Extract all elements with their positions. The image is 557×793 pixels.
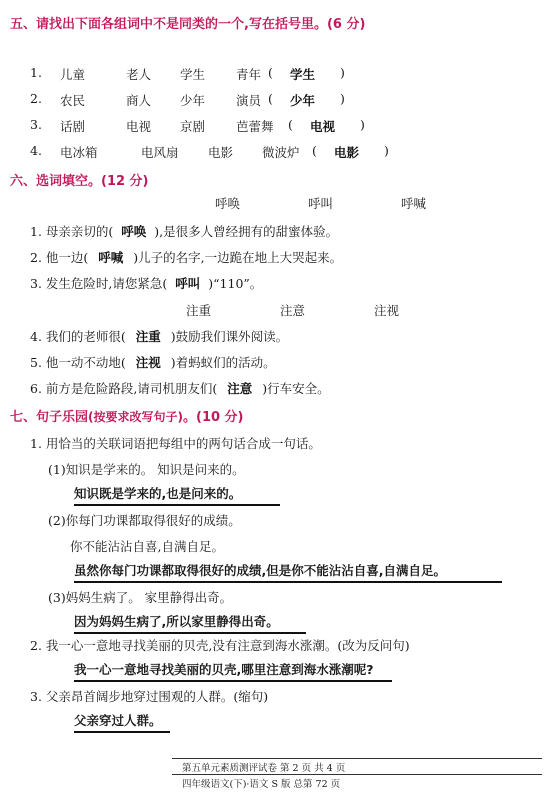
word-option: 注视 (374, 303, 400, 318)
word-item: 京剧 (180, 119, 206, 134)
question-text: 我们的老师很( (45, 329, 126, 344)
answer: 电视 (310, 119, 336, 134)
answer-line: 父亲穿过人群。 (74, 711, 170, 733)
section-7-title-end: 。(10 分) (183, 410, 244, 425)
fill-question-6 (30, 379, 330, 397)
section-7-title-main: 七、句子乐园 (10, 410, 89, 425)
footer-divider (172, 774, 542, 775)
footer-divider (172, 758, 542, 759)
answer: 呼喊 (98, 250, 124, 265)
fill-question-3 (30, 274, 262, 292)
section-7-title-sub: (按要求改写句子) (88, 410, 183, 424)
fill-question-4 (30, 327, 288, 345)
word-item: 电冰箱 (60, 145, 98, 160)
answer: 呼叫 (175, 276, 201, 291)
question-text: ),是很多人曾经拥有的甜蜜体验。 (154, 224, 339, 239)
rewrite-question-3: 3. 父亲昂首阔步地穿过围观的人群。(缩句) (30, 689, 269, 704)
question-text: )鼓励我们课外阅读。 (170, 329, 289, 344)
section-5-title: 五、请找出下面各组词中不是同类的一个,写在括号里。(6 分) (10, 17, 366, 32)
word-item: 学生 (180, 67, 206, 82)
answer: 注意 (227, 381, 253, 396)
word-item: 电风扇 (141, 145, 179, 160)
question-text: 他一边( (45, 250, 89, 265)
answer: 注重 (135, 329, 161, 344)
answer-bracket: ) (340, 65, 345, 80)
answer-bracket: ( (268, 91, 273, 106)
rewrite-question-1: 1. 用恰当的关联词语把每组中的两句话合成一句话。 (30, 436, 321, 451)
question-text: 母亲亲切的( (45, 224, 114, 239)
word-item: 电影 (208, 145, 234, 160)
answer-bracket: ( (268, 65, 273, 80)
question-number: 1. (30, 65, 42, 80)
rewrite-question-2: 2. 我一心一意地寻找美丽的贝壳,没有注意到海水涨潮。(改为反问句) (30, 638, 410, 653)
footer-line-1: 第五单元素质测评试卷 第 2 页 共 4 页 (182, 763, 346, 774)
question-number: 2. (30, 91, 42, 106)
answer-line: 我一心一意地寻找美丽的贝壳,哪里注意到海水涨潮呢? (74, 660, 392, 682)
word-item: 芭蕾舞 (236, 119, 274, 134)
question-number: 3. (30, 117, 42, 132)
word-item: 儿童 (60, 67, 86, 82)
question-number: 5. (30, 355, 42, 370)
sub-question-2: (2)你每门功课都取得很好的成绩。 (48, 513, 241, 528)
question-text: 前方是危险路段,请司机朋友们( (45, 381, 218, 396)
answer-line: 因为妈妈生病了,所以家里静得出奇。 (74, 612, 306, 634)
question-number: 4. (30, 143, 42, 158)
section-6-title: 六、选词填空。(12 分) (10, 174, 149, 189)
word-item: 话剧 (60, 119, 86, 134)
answer: 呼唤 (121, 224, 147, 239)
fill-question-5 (30, 353, 276, 371)
answer: 注视 (135, 355, 161, 370)
answer-line: 虽然你每门功课都取得很好的成绩,但是你不能沾沾自喜,自满自足。 (74, 561, 502, 583)
answer-bracket: ) (384, 143, 389, 158)
sub-question-3: (3)妈妈生病了。 家里静得出奇。 (48, 590, 233, 605)
question-number: 1. (30, 224, 42, 239)
answer: 学生 (290, 67, 316, 82)
answer-bracket: ) (360, 117, 365, 132)
word-option: 注重 (186, 303, 212, 318)
word-item: 微波炉 (262, 145, 300, 160)
question-text: )“110”。 (208, 276, 263, 291)
word-option: 呼喊 (401, 196, 427, 211)
section-7-title (10, 406, 244, 425)
answer-bracket: ( (312, 143, 317, 158)
word-option: 呼唤 (215, 196, 241, 211)
answer-bracket: ) (340, 91, 345, 106)
question-number: 4. (30, 329, 42, 344)
word-item: 老人 (126, 67, 152, 82)
sub-question-1: (1)知识是学来的。 知识是问来的。 (48, 462, 245, 477)
word-item: 农民 (60, 93, 86, 108)
word-item: 青年 (236, 67, 262, 82)
question-text: )着蚂蚁们的活动。 (170, 355, 276, 370)
footer-line-2: 四年级语文(下)·语文 S 版 总第 72 页 (182, 779, 341, 790)
word-option: 呼叫 (308, 196, 334, 211)
fill-question-2 (30, 248, 342, 266)
question-text: )行车安全。 (262, 381, 330, 396)
question-number: 3. (30, 276, 42, 291)
word-option: 注意 (280, 303, 306, 318)
question-text: 发生危险时,请您紧急( (45, 276, 168, 291)
sub-question-2-line2: 你不能沾沾自喜,自满自足。 (70, 539, 224, 554)
answer: 少年 (290, 93, 316, 108)
question-text: 他一动不动地( (45, 355, 126, 370)
word-item: 演员 (236, 93, 262, 108)
question-number: 6. (30, 381, 42, 396)
word-item: 商人 (126, 93, 152, 108)
question-text: )儿子的名字,一边跪在地上大哭起来。 (133, 250, 343, 265)
answer-line: 知识既是学来的,也是问来的。 (74, 484, 280, 506)
question-number: 2. (30, 250, 42, 265)
answer: 电影 (334, 145, 360, 160)
answer-bracket: ( (288, 117, 293, 132)
word-item: 电视 (126, 119, 152, 134)
word-item: 少年 (180, 93, 206, 108)
fill-question-1 (30, 222, 338, 240)
